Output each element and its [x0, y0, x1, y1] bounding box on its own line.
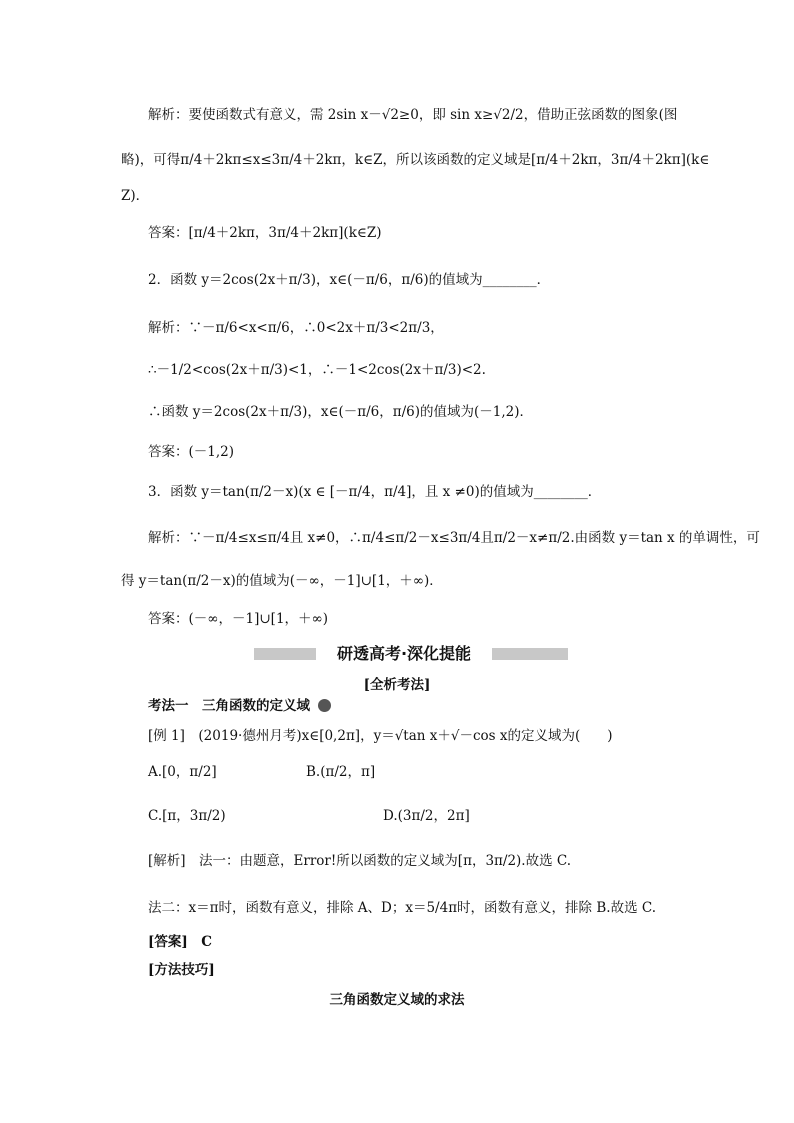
solution-2-line-1: 解析：∵－π/6<x<π/6，∴0<2x＋π/3<2π/3，: [148, 320, 444, 336]
method-1-heading: [148, 696, 331, 716]
answer-2: 答案：(－1,2): [148, 444, 235, 460]
answer-1: 答案：[π/4＋2kπ，3π/4＋2kπ](k∈Z): [148, 225, 382, 241]
solution-1-line-1: 解析：要使函数式有意义，需 2sin x－√2≥0，即 sin x≥√2/2，借助正弦函数的图象(图: [148, 107, 678, 123]
solution-2-line-3: ∴函数 y＝2cos(2x＋π/3)，x∈(－π/6，π/6)的值域为(－1,2)．: [148, 404, 534, 420]
option-c: C.[π，3π/2): [148, 808, 226, 824]
banner-right-bar: [492, 648, 568, 660]
banner-left-bar: [254, 648, 316, 660]
solution-1-line-2: 略)，可得π/4＋2kπ≤x≤3π/4＋2kπ，k∈Z，所以该函数的定义域是[π/4＋2kπ，3π/4＋2kπ](k∈: [121, 152, 710, 168]
example-1-answer: [答案] C: [148, 934, 213, 950]
solution-2-line-2: ∴－1/2<cos(2x＋π/3)<1，∴－1<2cos(2x＋π/3)<2.: [148, 362, 486, 378]
method-tips-heading: [方法技巧]: [148, 962, 215, 978]
answer-3: 答案：(－∞，－1]∪[1，＋∞): [148, 611, 329, 627]
subsection-title: [全析考法]: [363, 677, 431, 693]
option-d: D.(3π/2，2π]: [383, 808, 470, 824]
question-3: 3．函数 y＝tan(π/2－x)(x ∈ [－π/4，π/4]，且 x ≠0)的值域为________．: [148, 484, 602, 500]
question-2: 2．函数 y＝2cos(2x＋π/3)，x∈(－π/6，π/6)的值域为________．: [148, 272, 551, 288]
example-1-solution-method-1: [解析] 法一：由题意，Error!所以函数的定义域为[π，3π/2).故选 C.: [148, 853, 572, 869]
banner-title: 研透高考·深化提能: [336, 644, 472, 663]
section-banner: [254, 643, 568, 665]
option-b: B.(π/2，π]: [306, 764, 376, 780]
example-1-question: [例 1] (2019·德州月考)x∈[0,2π]，y＝√tan x＋√－cos x的定义域为( ): [148, 728, 613, 744]
method-tips-title: 三角函数定义域的求法: [329, 992, 465, 1008]
solution-1-line-3: Z)．: [121, 188, 150, 204]
solution-3-line-1: 解析：∵－π/4≤x≤π/4且 x≠0，∴π/4≤π/2－x≤3π/4且π/2－x≠π/2.由函数 y＝tan x 的单调性，可: [148, 530, 760, 546]
option-a: A.[0，π/2]: [148, 764, 217, 780]
bullet-dot-icon: [318, 699, 331, 712]
solution-3-line-2: 得 y＝tan(π/2－x)的值域为(－∞，－1]∪[1，＋∞)．: [121, 573, 443, 589]
method-1-heading-text: 考法一 三角函数的定义域: [148, 698, 310, 714]
example-1-solution-method-2: 法二：x＝π时，函数有意义，排除 A、D；x＝5/4π时，函数有意义，排除 B.故选 C.: [148, 900, 656, 916]
